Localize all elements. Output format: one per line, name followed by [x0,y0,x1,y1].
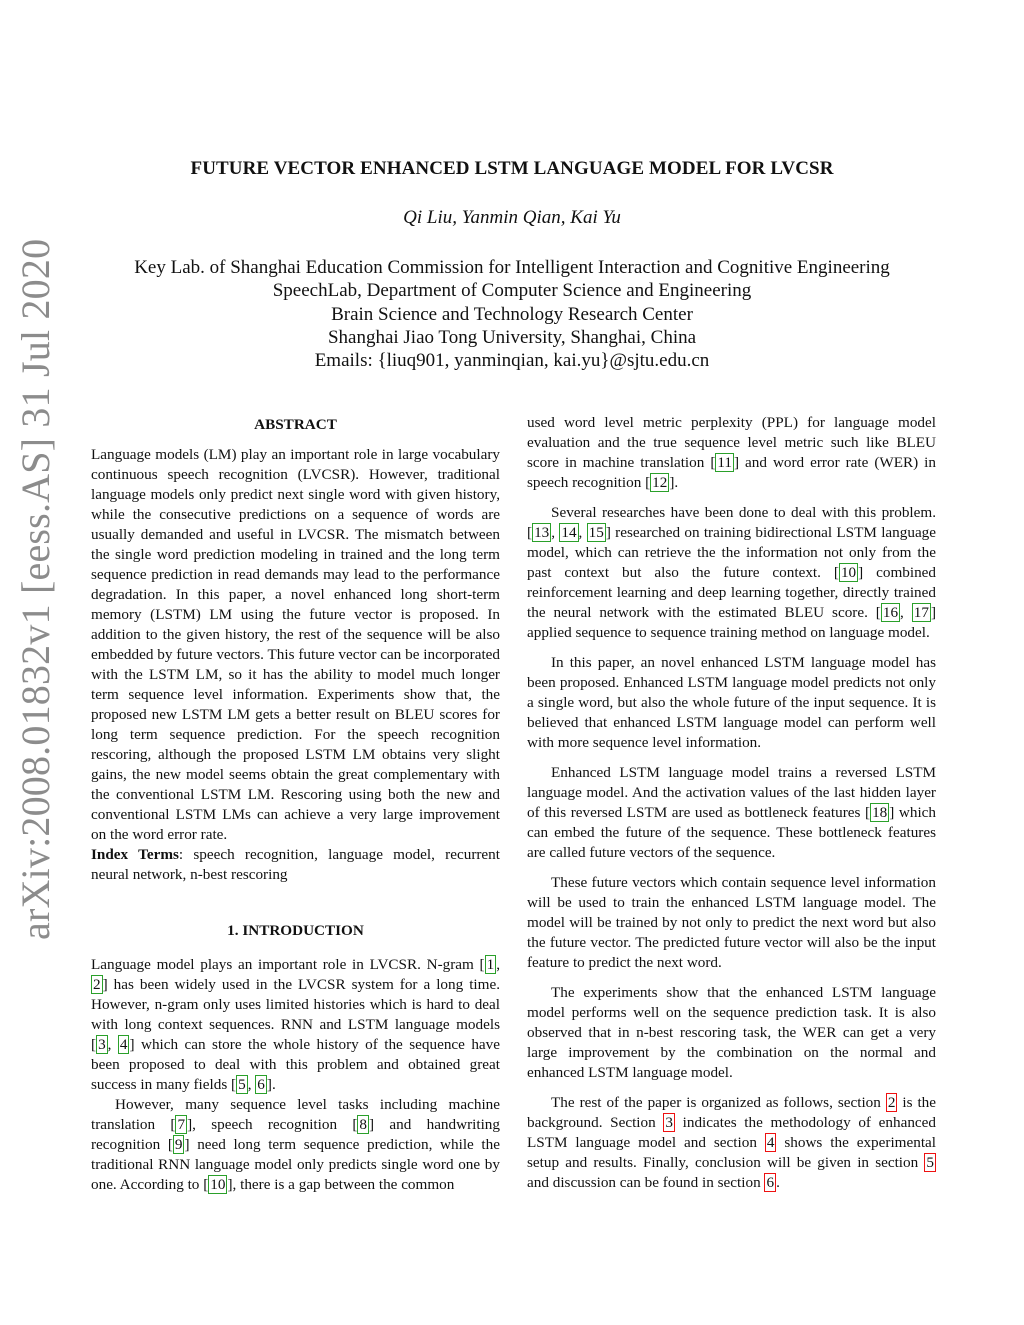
index-terms-label: Index Terms [91,846,179,863]
citation-link[interactable]: 15 [588,524,604,541]
body-paragraph: These future vectors which contain sequence level information will be used to train the enhanced LSTM language model. The model will be trained by not only to predict the next word but also the future vector. The predicted future vector will also be the input feature to predict the next word. [527,874,936,971]
intro-paragraph: However, many sequence level tasks including machine translation [ 7 ], speech recognition [ 8 ] and handwriting recognition [ 9 ] need long term sequence prediction, while the traditional RNN language model only predicts single word one by one. According to [ 10 ], there is a gap between the common [91,1096,500,1193]
index-terms [91,845,500,885]
body-paragraph: The experiments show that the enhanced LSTM language model performs well on the sequence prediction task. It is also observed that in n-best rescoring task, the WER can get a very large improvement by the combination on the normal and enhanced LSTM language model. [527,984,936,1081]
section-link[interactable]: 2 [887,1094,896,1111]
section-link[interactable]: 5 [926,1154,934,1171]
intro-paragraph: Language model plays an important role in LVCSR. N-gram [ 1 , 2 ] has been widely used in the LVCSR system for a long time. However, n-gram only uses limited histories which is hard to deal with long context sequences. RNN and LSTM language models [ 3 , 4 ] which can store the whole history of the sequence have been proposed to deal with this problem and obtained great success in many fields [ 5 , 6 ]. [91,956,500,1093]
abstract-heading: ABSTRACT [254,416,337,433]
paper-title: FUTURE VECTOR ENHANCED LSTM LANGUAGE MODEL FOR LVCSR [190,158,834,179]
citation-link[interactable]: 13 [534,524,550,541]
section-link[interactable]: 4 [766,1134,775,1151]
affiliation-line: Key Lab. of Shanghai Education Commission for Intelligent Interaction and Cognitive Engineering [134,257,890,278]
right-column [527,413,936,1193]
citation-link[interactable]: 17 [913,604,929,621]
left-column [91,413,500,1195]
citation-link[interactable]: 4 [119,1036,128,1053]
affiliation-line: Shanghai Jiao Tong University, Shanghai, China [327,326,697,348]
citation-link[interactable]: 6 [257,1076,265,1093]
citation-link[interactable]: 10 [840,564,857,581]
citation-link[interactable]: 12 [652,474,668,491]
citation-link[interactable]: 18 [872,804,888,821]
affiliations-block [0,256,1024,372]
body-paragraph: Several researches have been done to deal with this problem. [ 13 , 14 , 15 ] researched on training bidirectional LSTM language model, which can retrieve the the information not only from the past context but also the future context. [ 10 ] combined reinforcement learning and deep learning together, directly trained the neural network with the estimated BLEU score. [ 16 , 17 ] applied sequence to sequence training method on language model. [527,504,937,641]
body-paragraph: The rest of the paper is organized as follows, section 2 is the background. Section 3 indicates the methodology of enhanced LSTM language model and section 4 shows the experimental setup and results. Finally, conclusion will be given in section 5 and discussion can be found in section 6 . [527,1094,937,1191]
citation-link[interactable]: 8 [359,1116,367,1133]
abstract-text: Language models (LM) play an important role in large vocabulary continuous speech recognition (LVCSR). However, traditional language models only predict next single word with given history, while the consecutive predictions on a sequence of words are usually demanded and useful in LVCSR. The mismatch between the single word prediction modeling in trained and the long term sequence prediction in read demands may lead to the performance degradation. In this paper, a novel enhanced long short-term memory (LSTM) LM using the future vector is proposed. In addition to the given history, the rest of the sequence will be also embedded by future vectors. This future vector can be incorporated with the LSTM LM, so it has the ability to model much longer term sequence level information. Experiments show that, the proposed new LSTM LM gets a better result on BLEU scores for long term sequence prediction. For the speech recognition rescoring, although the proposed LSTM LM obtains very slight gains, the new model seems obtain the great complementary with the conventional LSTM LM. Rescoring using both the new and conventional LSTM LMs can achieve a very large improvement on the word error rate. [91,446,500,843]
section-link[interactable]: 6 [766,1174,775,1191]
citation-link[interactable]: 9 [174,1136,183,1153]
affiliation-line: Brain Science and Technology Research Center [331,303,693,325]
body-paragraph: used word level metric perplexity (PPL) for language model evaluation and the true sequence level metric such like BLEU score in machine translation [ 11 ] and word error rate (WER) in speech recognition [ 12 ]. [527,414,936,491]
citation-link[interactable]: 2 [93,976,101,993]
introduction-heading: 1. INTRODUCTION [227,922,364,939]
citation-link[interactable]: 14 [561,524,577,541]
citation-link[interactable]: 10 [210,1176,226,1193]
emails-line: Emails: {liuq901, yanminqian, kai.yu}@sjtu.edu.cn [314,350,710,372]
body-paragraph: Enhanced LSTM language model trains a reversed LSTM language model. And the activation values of the last hidden layer of this reversed LSTM are used as bottleneck features [ 18 ] which can embed the future of the sequence. These bottleneck features are called future vectors of the sequence. [527,764,936,861]
paper-authors: Qi Liu, Yanmin Qian, Kai Yu [403,207,621,228]
citation-link[interactable]: 7 [177,1116,186,1133]
citation-link[interactable]: 11 [717,454,732,471]
citation-link[interactable]: 3 [98,1036,106,1053]
citation-link[interactable]: 16 [882,604,899,621]
body-paragraph: In this paper, an novel enhanced LSTM language model has been proposed. Enhanced LSTM language model predicts not only a single word, but also the whole future of the input sequence. It is believed that enhanced LSTM language model can perform well with more sequence level information. [527,654,936,751]
section-link[interactable]: 3 [665,1114,673,1131]
citation-link[interactable]: 5 [238,1076,246,1093]
citation-link[interactable]: 1 [486,956,495,973]
arxiv-identifier-stamp: arXiv:2008.01832v1 [eess.AS] 31 Jul 2020 [13,238,58,940]
affiliation-line: SpeechLab, Department of Computer Science and Engineering [272,280,752,302]
index-terms-text: : speech recognition, language model, recurrent neural network, n-best rescoring [91,846,500,883]
